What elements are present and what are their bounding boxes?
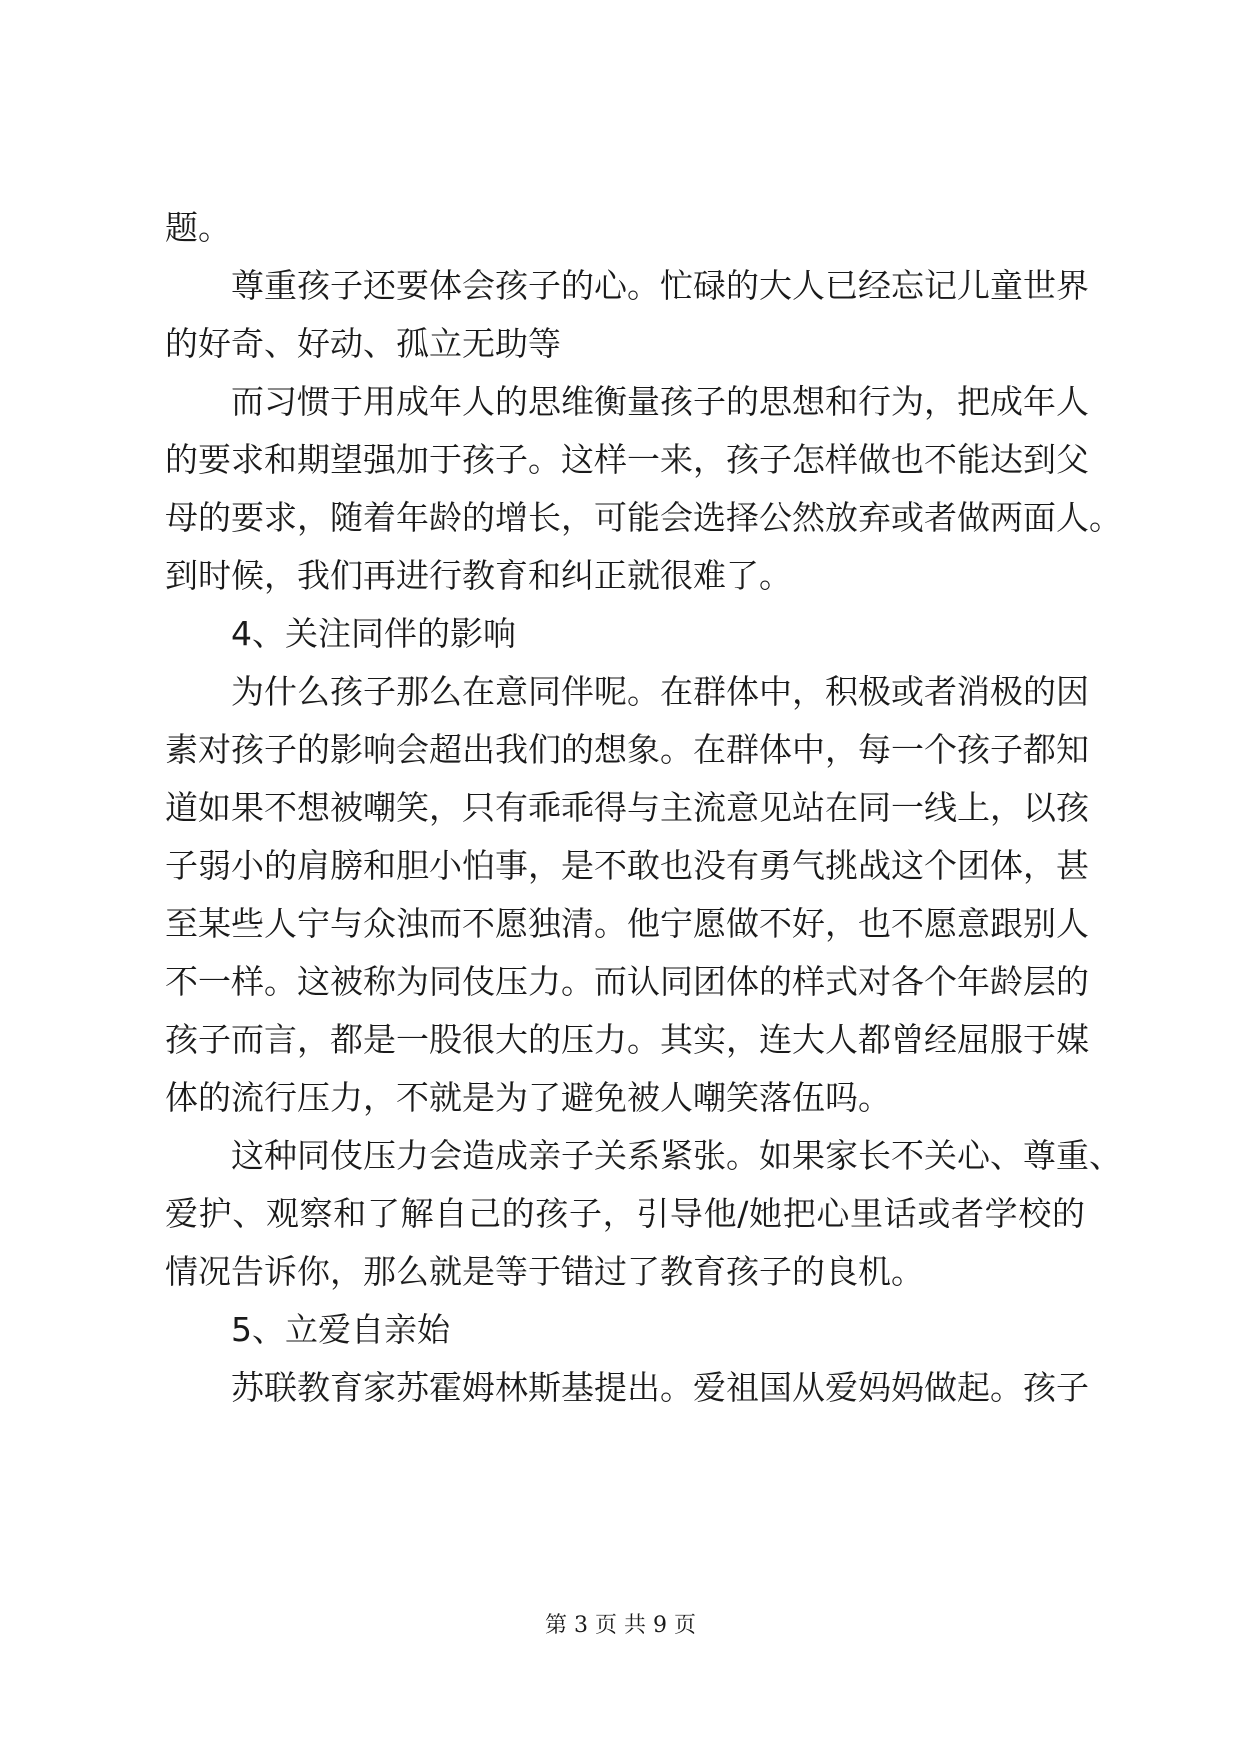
- text-line: 道如果不想被嘲笑，只有乖乖得与主流意见站在同一线上，以孩: [165, 788, 1089, 827]
- text-line: 孩子而言，都是一股很大的压力。其实，连大人都曾经屈服于媒: [165, 1020, 1089, 1059]
- text-line: 尊重孩子还要体会孩子的心。忙碌的大人已经忘记儿童世界: [231, 266, 1089, 305]
- text-line: 至某些人宁与众浊而不愿独清。他宁愿做不好，也不愿意跟别人: [165, 904, 1089, 943]
- text-line: 苏联教育家苏霍姆林斯基提出。爱祖国从爱妈妈做起。孩子: [231, 1368, 1089, 1407]
- text-line: 这种同伎压力会造成亲子关系紧张。如果家长不关心、尊重、: [231, 1136, 1122, 1175]
- text-line: 母的要求，随着年龄的增长，可能会选择公然放弃或者做两面人。: [165, 498, 1122, 537]
- text-line: 爱护、观察和了解自己的孩子，引导他/她把心里话或者学校的: [165, 1194, 1085, 1233]
- text-line: 不一样。这被称为同伎压力。而认同团体的样式对各个年龄层的: [165, 962, 1089, 1001]
- page-number-footer: 第 3 页 共 9 页: [545, 1613, 696, 1638]
- text-line: 体的流行压力，不就是为了避免被人嘲笑落伍吗。: [165, 1078, 891, 1117]
- text-line: 而习惯于用成年人的思维衡量孩子的思想和行为，把成年人: [231, 382, 1089, 421]
- text-line: 到时候，我们再进行教育和纠正就很难了。: [165, 556, 792, 595]
- text-line: 素对孩子的影响会超出我们的想象。在群体中，每一个孩子都知: [165, 730, 1089, 769]
- text-line: 题。: [165, 208, 231, 247]
- text-line: 情况告诉你，那么就是等于错过了教育孩子的良机。: [165, 1252, 924, 1291]
- text-line: 的好奇、好动、孤立无助等: [165, 324, 561, 363]
- text-line: 的要求和期望强加于孩子。这样一来，孩子怎样做也不能达到父: [165, 440, 1089, 479]
- text-line: 为什么孩子那么在意同伴呢。在群体中，积极或者消极的因: [231, 672, 1089, 711]
- section-heading: 5、立爱自亲始: [231, 1310, 450, 1349]
- section-heading: 4、关注同伴的影响: [231, 614, 516, 653]
- text-line: 子弱小的肩膀和胆小怕事，是不敢也没有勇气挑战这个团体，甚: [165, 846, 1089, 885]
